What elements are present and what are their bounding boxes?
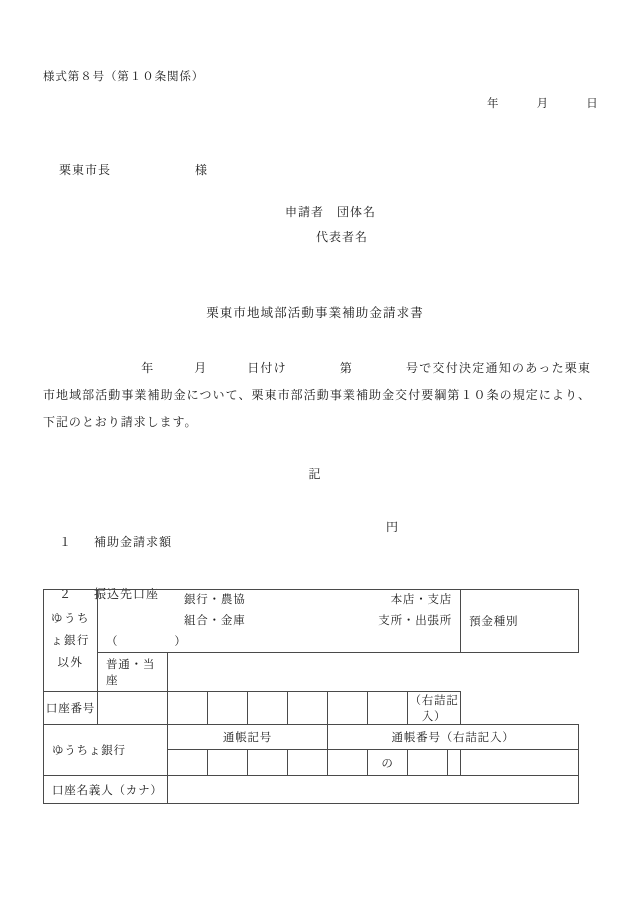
yucho-label-text: ゆうちょ銀行 (52, 745, 126, 757)
passbook-symbol-header: 通帳記号 (168, 725, 328, 750)
bank-type-line-2: 組合・金庫 (184, 615, 246, 627)
account-number-right-align-note: （右詰記入） (408, 692, 461, 725)
item-1-number: １ (59, 535, 73, 549)
representative-label: 代表者名 (316, 230, 369, 244)
account-number-digit-cell[interactable] (328, 692, 368, 725)
passbook-separator-no: の (368, 750, 408, 776)
branch-line-2: 支所・出張所 (378, 615, 453, 627)
bank-account-table (43, 589, 579, 804)
account-number-digit-cell[interactable] (248, 692, 288, 725)
applicant-label: 申請者 団体名 (285, 205, 377, 219)
account-number-digit-cell[interactable] (168, 692, 208, 725)
passbook-symbol-digit-cell[interactable] (168, 750, 208, 776)
body-paragraph (43, 355, 591, 436)
paren-open: （ (106, 636, 119, 648)
table-row-account-holder (44, 776, 579, 804)
passbook-symbol-digit-cell[interactable] (248, 750, 288, 776)
passbook-symbol-digit-cell[interactable] (328, 750, 368, 776)
bank-name-input-cell[interactable] (98, 590, 461, 653)
item-1 (43, 518, 172, 565)
account-holder-label (44, 776, 168, 804)
account-number-digit-cell[interactable] (288, 692, 328, 725)
deposit-type-value-cell[interactable] (98, 653, 168, 692)
body-text: 年 月 日付け 第 号で交付決定通知のあった栗東市地域部活動事業補助金について、栗東市部活動事業補助金交付要綱第１０条の規定により、下記のとおり請求します。 (43, 361, 591, 429)
passbook-symbol-digit-cell[interactable] (208, 750, 248, 776)
table-row-bank-name (44, 590, 579, 653)
passbook-number-digit-cell[interactable] (461, 750, 579, 776)
addressee-name: 栗東市長 (59, 163, 112, 177)
non-yucho-label (44, 590, 98, 692)
document-title: 栗東市地域部活動事業補助金請求書 (206, 306, 424, 320)
item-1-label: 補助金請求額 (94, 535, 173, 549)
addressee-honorific: 様 (195, 163, 209, 177)
bank-type-row-2 (98, 611, 460, 632)
passbook-number-digit-cell[interactable] (448, 750, 461, 776)
form-number: 様式第８号（第１０条関係） (43, 71, 205, 83)
account-number-digit-cell[interactable] (368, 692, 408, 725)
account-number-digit-cell[interactable] (98, 692, 168, 725)
account-number-label: 口座番号 (44, 692, 98, 725)
bank-type-row-1 (98, 590, 460, 611)
table-row-deposit-type (44, 653, 579, 692)
passbook-symbol-digit-cell[interactable] (288, 750, 328, 776)
item-2-label: 振込先口座 (94, 587, 160, 601)
addressee-line (43, 146, 208, 193)
yucho-label (44, 725, 168, 776)
non-yucho-label-line-1: ゆうち (51, 612, 90, 625)
passbook-number-header: 通帳番号（右詰記入） (328, 725, 579, 750)
passbook-number-digit-cell[interactable] (408, 750, 448, 776)
deposit-type-value: 普通・当座 (106, 659, 156, 687)
bank-type-line-1: 銀行・農協 (184, 594, 246, 606)
table-row-yucho-header (44, 725, 579, 750)
date-line: 年 月 日 (487, 98, 599, 110)
non-yucho-label-line-3: 以外 (57, 656, 84, 669)
ki-marker: 記 (308, 467, 322, 481)
paren-close: ） (174, 636, 187, 648)
account-holder-input-cell[interactable] (168, 776, 579, 804)
deposit-type-header-label: 預金種別 (469, 616, 519, 628)
non-yucho-label-line-2: ょ銀行 (51, 634, 90, 647)
account-number-digit-cell[interactable] (208, 692, 248, 725)
account-holder-label-text: 口座名義人（カナ） (52, 784, 163, 797)
branch-line-1: 本店・支店 (390, 594, 453, 606)
table-row-account-number (44, 692, 579, 725)
item-2-number: ２ (59, 587, 73, 601)
item-1-unit: 円 (386, 520, 400, 534)
bank-paren-row (98, 632, 460, 652)
deposit-type-header (461, 590, 579, 653)
